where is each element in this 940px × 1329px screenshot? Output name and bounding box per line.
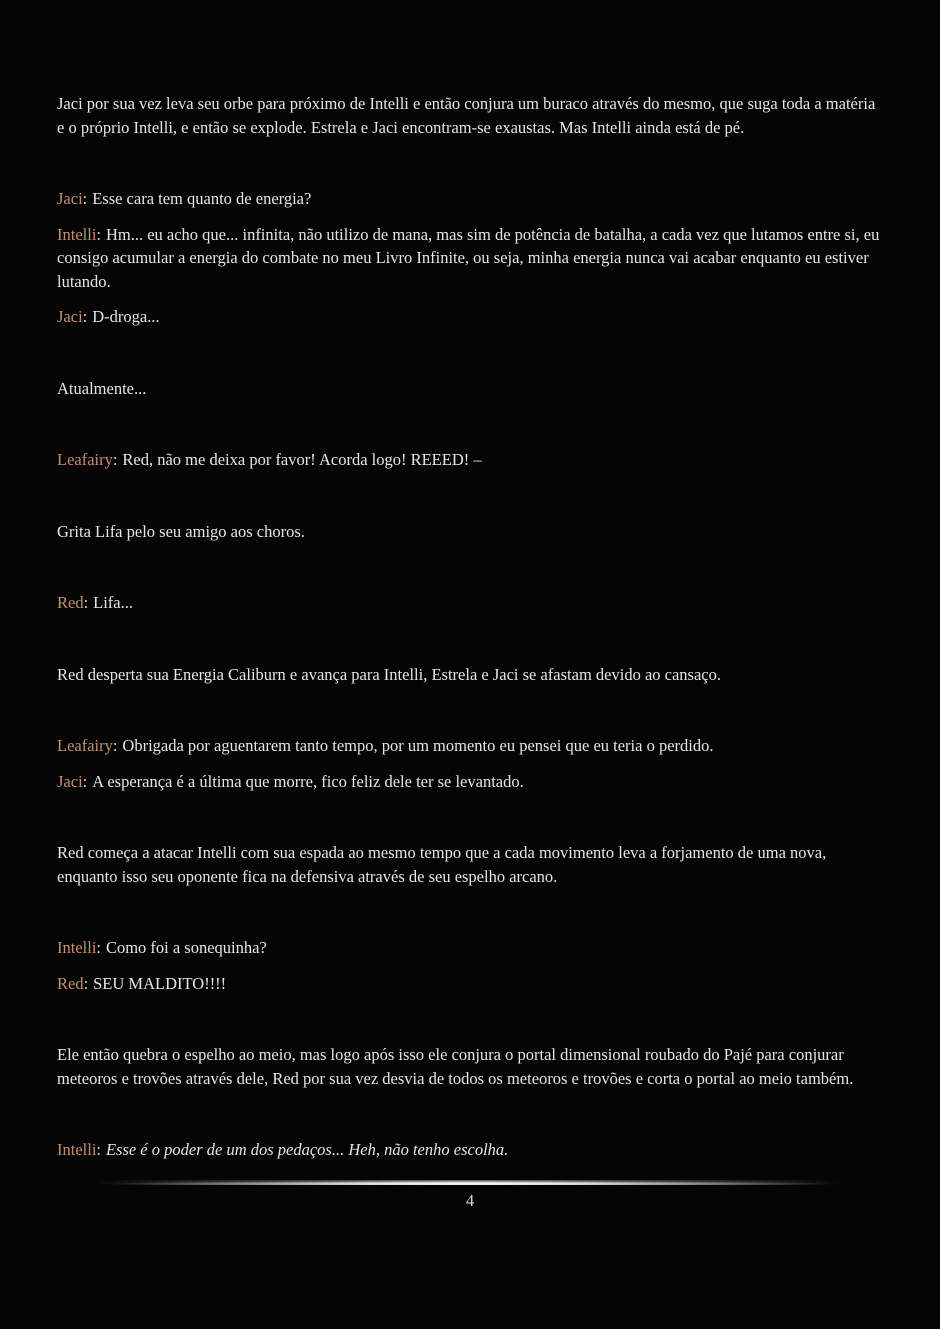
- speaker-name: Jaci: [57, 771, 83, 791]
- dialog-text: Obrigada por aguentarem tanto tempo, por um momento eu pensei que eu teria o perdido.: [122, 736, 714, 755]
- narration-text: Grita Lifa pelo seu amigo aos choros.: [57, 521, 305, 541]
- speaker-name: Red: [57, 973, 84, 993]
- speaker-name: Intelli: [57, 938, 97, 957]
- speaker-colon: :: [112, 736, 118, 755]
- speaker-name: Leafairy: [57, 736, 113, 755]
- dialog-text: Esse cara tem quanto de energia?: [92, 189, 312, 208]
- dialog-text: Como foi a sonequinha?: [105, 938, 267, 957]
- dialog-paragraph: [57, 936, 883, 960]
- dialog-paragraph: [57, 305, 883, 329]
- narration-paragraph: [57, 377, 883, 401]
- speaker-colon: :: [82, 189, 88, 208]
- narration-text: Ele então quebra o espelho ao meio, mas logo após isso ele conjura o portal dimensional roubado do Pajé para conjurar meteoros e trovões através dele, Red por sua vez desvia de todos os meteoros e trovões e corta o portal ao meio também.: [57, 1045, 854, 1088]
- speaker-colon: :: [83, 973, 89, 993]
- page-number: 4: [465, 1190, 475, 1210]
- dialog-text: D-droga...: [92, 307, 160, 326]
- dialog-text: Red, não me deixa por favor! Acorda logo! REEED! –: [122, 450, 482, 469]
- speaker-name: Jaci: [57, 307, 83, 326]
- dialog-paragraph: [57, 734, 883, 758]
- speaker-colon: :: [83, 593, 89, 612]
- speaker-name: Red: [57, 593, 84, 612]
- dialog-text: Lifa...: [93, 593, 133, 612]
- narration-text: Jaci por sua vez leva seu orbe para próximo de Intelli e então conjura um buraco através do mesmo, que suga toda a matéria e o próprio Intelli, e então se explode. Estrela e Jaci encontram-se exaustas. Mas Intelli ainda está de pé.: [57, 94, 876, 137]
- narration-text: Red começa a atacar Intelli com sua espada ao mesmo tempo que a cada movimento leva a forjamento de uma nova, enquanto isso seu oponente fica na defensiva através de seu espelho arcano.: [57, 843, 827, 886]
- dialog-text: A esperança é a última que morre, fico feliz dele ter se levantado.: [92, 771, 524, 791]
- dialog-paragraph: [57, 972, 883, 996]
- speaker-name: Leafairy: [57, 450, 113, 469]
- dialog-paragraph: [57, 1138, 883, 1162]
- narration-paragraph: [57, 520, 883, 544]
- speaker-colon: :: [112, 450, 118, 469]
- speaker-colon: :: [96, 1140, 101, 1159]
- narration-text: Atualmente...: [57, 378, 147, 398]
- speaker-name: Intelli: [57, 1140, 97, 1159]
- narration-paragraph: [57, 663, 883, 687]
- narration-paragraph: [57, 1043, 883, 1090]
- narration-paragraph: [57, 841, 883, 888]
- speaker-colon: :: [82, 307, 88, 326]
- dialog-paragraph: [57, 448, 883, 472]
- dialog-paragraph: [57, 187, 883, 211]
- narration-text: Red desperta sua Energia Caliburn e avança para Intelli, Estrela e Jaci se afastam devido ao cansaço.: [57, 664, 721, 684]
- speaker-colon: :: [96, 224, 101, 244]
- speaker-colon: :: [82, 771, 88, 791]
- dialog-paragraph: [57, 770, 883, 794]
- narration-paragraph: [57, 92, 883, 139]
- speaker-colon: :: [96, 938, 101, 957]
- dialog-text: Esse é o poder de um dos pedaços... Heh, não tenho escolha.: [105, 1140, 509, 1159]
- speaker-name: Jaci: [57, 189, 83, 208]
- footer-divider: [100, 1180, 840, 1185]
- dialog-paragraph: [57, 223, 883, 294]
- dialog-paragraph: [57, 591, 883, 615]
- dialog-text: Hm... eu acho que... infinita, não utilizo de mana, mas sim de potência de batalha, a cada vez que lutamos entre si, eu consigo acumular a energia do combate no meu Livro Infinite, ou seja, minha energia nunca vai acabar enquanto eu estiver lutando.: [57, 224, 880, 291]
- page-footer: [57, 1180, 883, 1213]
- speaker-name: Intelli: [57, 224, 97, 244]
- dialog-text: SEU MALDITO!!!!: [93, 973, 227, 993]
